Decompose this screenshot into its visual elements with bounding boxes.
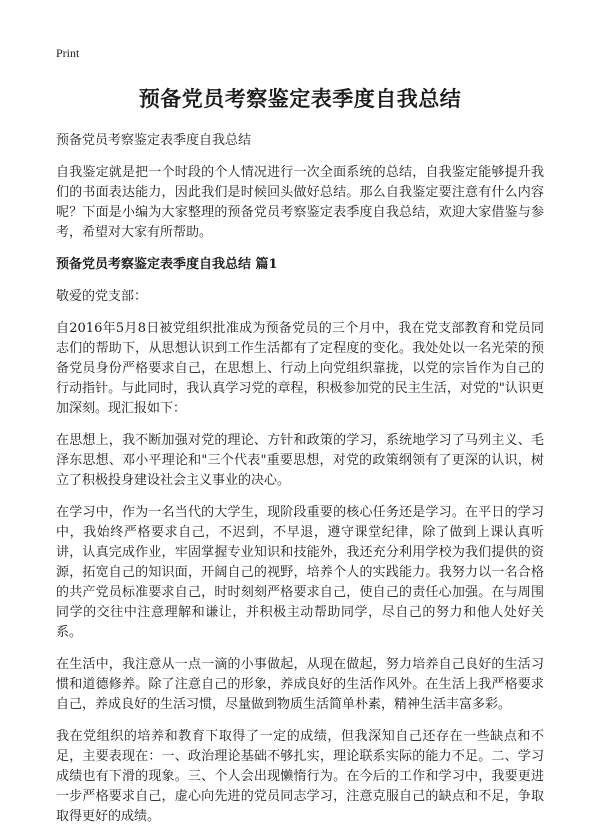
section-heading: 预备党员考察鉴定表季度自我总结 篇1 bbox=[56, 257, 278, 272]
letter-greeting: 敬爱的党支部： bbox=[56, 289, 148, 304]
print-link[interactable]: Print bbox=[56, 46, 80, 60]
body-paragraph-3: 在学习中，作为一名当代的大学生，现阶段重要的核心任务还是学习。在平日的学习中，我始终严格要求自己，不迟到，不早退，遵守课堂纪律，除了做到上课认真听讲，认真完成作业，牢固掌握专业知识和技能外，我还充分利用学校为我们提供的资源，拓宽自己的知识面，开阔自己的视野，培养个人的实践能力。我努力以一名合格的共产党员标准要求自己，时时刻刻严格要求自己，使自己的责任心加强。在与周围同学的交往中注意理解和谦让，并积极主动帮助同学，尽自己的努力和他人处好关系。 bbox=[56, 505, 544, 640]
intro-paragraph: 自我鉴定就是把一个时段的个人情况进行一次全面系统的总结，自我鉴定能够提升我们的书面表达能力，因此我们是时候回头做好总结。那么自我鉴定要注意有什么内容呢？下面是小编为大家整理的预备党员考察鉴定表季度自我总结，欢迎大家借鉴与参考，希望对大家有所帮助。 bbox=[56, 165, 544, 240]
body-paragraph-2: 在思想上，我不断加强对党的理论、方针和政策的学习，系统地学习了马列主义、毛泽东思想、邓小平理论和"三个代表"重要思想，对党的政策纲领有了更深的认识，树立了积极投身建设社会主义事业的决心。 bbox=[56, 433, 544, 488]
document-subtitle: 预备党员考察鉴定表季度自我总结 bbox=[56, 133, 252, 148]
body-paragraph-1: 自2016年5月8日被党组织批准成为预备党员的三个月中，我在党支部教育和党员同志们的帮助下，从思想认识到工作生活都有了定程度的变化。我处处以一名光荣的预备党员身份严格要求自己，在思想上、行动上向党组织靠拢，以党的宗旨作为自己的行动指针。与此同时，我认真学习党的章程，积极参加党的民主生活，对党的"认识更加深刻。现汇报如下： bbox=[56, 321, 544, 416]
document-title: 预备党员考察鉴定表季度自我总结 bbox=[138, 87, 462, 111]
body-paragraph-4: 在生活中，我注意从一点一滴的小事做起，从现在做起，努力培养自己良好的生活习惯和道德修养。除了注意自己的形象，养成良好的生活作风外。在生活上我严格要求自己，养成良好的生活习惯，尽量做到物质生活简单朴素，精神生活丰富多彩。 bbox=[56, 657, 544, 712]
body-paragraph-5: 我在党组织的培养和教育下取得了一定的成绩，但我深知自己还存在一些缺点和不足，主要表现在：一、政治理论基础不够扎实，理论联系实际的能力不足。二、学习成绩也有下滑的现象。三、个人会出现懒惰行为。在今后的工作和学习中，我要更进一步严格要求自己，虚心向先进的党员同志学习，注意克服自己的缺点和不足，争取取得更好的成绩。 bbox=[56, 729, 544, 824]
